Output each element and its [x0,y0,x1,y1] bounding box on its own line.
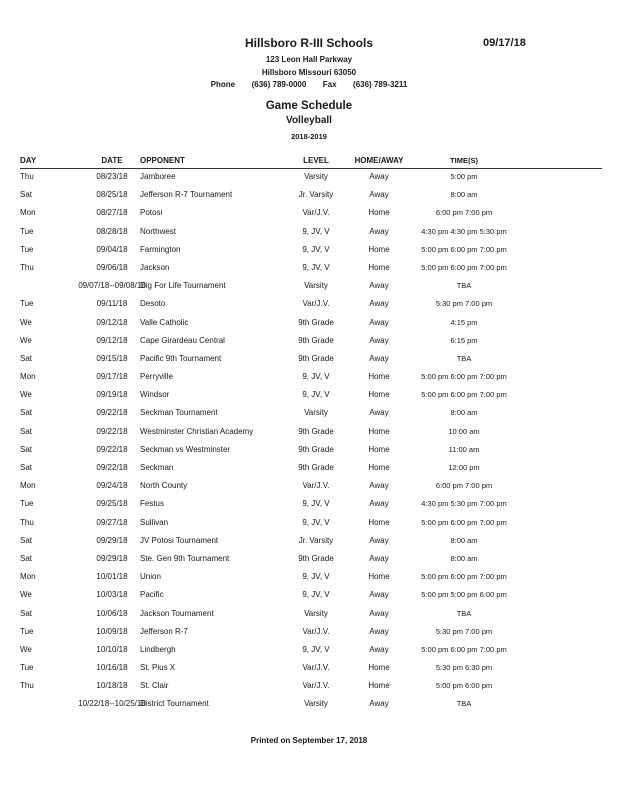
address-line-2: Hillsboro Missouri 63050 [261,68,357,77]
game-date: 09/19/18 [96,390,128,400]
column-header-day: DAY [20,156,37,165]
game-day: Mon [20,481,36,491]
game-home-away: Away [369,590,389,600]
column-header-times: TIME(S) [450,156,478,165]
table-row [0,477,618,495]
game-times: 5:30 pm 7:00 pm [435,626,493,636]
game-day: Sat [20,463,33,472]
game-opponent: Jefferson R-7 [140,626,188,636]
game-level: 9th Grade [298,444,334,454]
fax-number: (636) 789-3211 [353,80,408,89]
table-row [0,386,618,404]
game-day: Sat [20,444,33,454]
game-level: Varsity [304,172,328,181]
game-level: Var/J.V. [302,299,330,309]
game-times: 5:00 pm 6:00 pm 7:00 pm [421,572,507,582]
game-opponent: St. Pius X [140,663,176,673]
game-times: 5:00 pm 6:00 pm 7:00 pm [421,244,507,254]
game-day: Sat [20,553,33,563]
game-home-away: Home [368,426,390,436]
game-date: 10/01/18 [96,572,128,582]
game-day: We [20,335,32,345]
game-opponent: Jamboree [140,172,176,181]
game-level: 9, JV, V [302,262,330,272]
game-opponent: St. Clair [140,681,169,691]
game-level: 9, JV, V [302,499,330,509]
game-opponent: Desoto [140,299,166,309]
game-times: 10:00 am [448,426,480,436]
game-times: 5:00 pm 6:00 pm 7:00 pm [421,262,507,272]
game-date: 10/10/18 [96,644,128,654]
game-times: 5:00 pm 6:00 pm 7:00 pm [421,372,507,382]
season-label: 2018-2019 [291,132,327,141]
game-day: Mon [20,208,36,218]
game-opponent: Union [140,572,161,582]
game-times: 6:00 pm 7:00 pm [435,208,493,218]
game-date: 10/16/18 [96,663,128,673]
game-opponent: Valle Catholic [140,317,189,327]
game-times: 8:00 am [450,535,478,545]
game-home-away: Away [369,481,389,491]
game-opponent: Dig For Life Tournament [140,281,226,291]
game-times: 8:00 am [450,190,478,200]
game-times: 5:00 pm 6:00 pm [435,681,493,691]
table-row [0,495,618,513]
game-date: 09/22/18 [96,426,128,436]
game-day: Tue [20,499,34,509]
game-home-away: Away [369,608,389,618]
table-row [0,404,618,422]
table-header [0,156,618,168]
game-level: Varsity [304,608,328,618]
game-opponent: JV Potosi Tournament [140,535,219,545]
game-date: 08/25/18 [96,190,128,200]
game-day: Tue [20,226,34,236]
game-date: 09/12/18 [96,335,128,345]
game-times: 6:00 pm 7:00 pm [435,481,493,491]
game-home-away: Away [369,299,389,309]
game-home-away: Away [369,408,389,418]
game-opponent: Perryville [140,372,173,382]
phone-number: (636) 789-0000 [251,80,307,89]
address-line-1: 123 Leon Hall Parkway [265,55,353,64]
game-home-away: Away [369,535,389,545]
game-home-away: Away [369,281,389,291]
game-level: 9, JV, V [302,372,330,382]
game-times: 11:00 am [448,444,480,454]
game-home-away: Away [369,190,389,200]
game-opponent: Jackson Tournament [140,608,214,618]
game-day: Sat [20,353,33,363]
game-date: 10/18/18 [96,681,128,691]
game-day: Mon [20,572,36,582]
game-level: Var/J.V. [302,663,330,673]
game-times: 4:30 pm 5:30 pm 7:00 pm [421,499,507,509]
report-date: 09/17/18 [483,37,526,49]
game-date: 09/22/18 [96,444,128,454]
game-day: We [20,644,32,654]
page-title: Game Schedule [265,100,353,112]
game-times: TBA [456,699,472,709]
game-level: 9, JV, V [302,244,330,254]
table-row [0,441,618,459]
game-opponent: North County [140,481,188,491]
table-row [0,532,618,550]
game-day: Tue [20,626,34,636]
game-day: Mon [20,372,36,382]
game-home-away: Home [368,372,390,382]
game-level: 9, JV, V [302,226,330,236]
table-row [0,241,618,259]
table-row [0,695,618,713]
game-times: 8:00 am [450,408,478,418]
game-times: 5:00 pm 5:00 pm 6:00 pm [421,590,507,600]
table-row [0,223,618,241]
game-opponent: Sullivan [140,517,169,527]
school-name: Hillsboro R-III Schools [244,36,373,50]
column-header-opponent: OPPONENT [140,156,185,165]
game-level: Varsity [304,408,328,418]
game-day: Thu [20,172,34,181]
game-times: 6:15 pm [450,335,478,345]
table-row [0,641,618,659]
game-date: 09/07/18--09/08/18 [78,281,146,291]
column-header-level: LEVEL [303,156,329,165]
game-day: Sat [20,190,33,200]
game-date: 09/29/18 [96,535,128,545]
game-level: Jr. Varsity [298,535,334,545]
game-level: 9, JV, V [302,590,330,600]
game-times: 8:00 am [450,553,478,563]
game-times: 4:15 pm [450,317,478,327]
game-date: 08/23/18 [96,172,128,181]
table-row [0,568,618,586]
game-home-away: Away [369,172,389,181]
game-home-away: Home [368,390,390,400]
game-times: 5:00 pm [450,172,478,181]
game-day: Sat [20,535,33,545]
game-level: 9, JV, V [302,644,330,654]
game-date: 09/22/18 [96,408,128,418]
game-home-away: Away [369,226,389,236]
game-date: 09/24/18 [96,481,128,491]
game-home-away: Home [368,681,390,691]
table-row [0,332,618,350]
game-times: 5:30 pm 6:30 pm [435,663,493,673]
game-opponent: Cape Girardeau Central [140,335,225,345]
game-times: 4:30 pm 4:30 pm 5:30 pm [421,226,507,236]
game-home-away: Away [369,644,389,654]
game-home-away: Home [368,444,390,454]
table-row [0,368,618,386]
game-times: TBA [456,353,472,363]
game-opponent: District Tournament [140,699,209,709]
game-level: Varsity [304,699,328,709]
game-day: Tue [20,663,34,673]
game-times: 5:00 pm 6:00 pm 7:00 pm [421,517,507,527]
game-home-away: Home [368,572,390,582]
table-row [0,677,618,695]
game-home-away: Home [368,244,390,254]
game-day: Tue [20,244,34,254]
game-level: 9, JV, V [302,390,330,400]
game-level: 9, JV, V [302,572,330,582]
game-home-away: Away [369,499,389,509]
table-row [0,459,618,477]
game-opponent: Seckman vs Westminster [140,444,231,454]
game-opponent: Festus [140,499,165,509]
game-date: 09/22/18 [96,463,128,472]
game-day: We [20,390,32,400]
game-opponent: Farmington [140,244,181,254]
game-times: TBA [456,608,472,618]
game-times: 5:30 pm 7:00 pm [435,299,493,309]
game-opponent: Lindbergh [140,644,176,654]
game-home-away: Away [369,335,389,345]
game-date: 10/22/18--10/25/18 [78,699,146,709]
game-date: 09/17/18 [96,372,128,382]
game-opponent: Pacific [140,590,164,600]
contact-line [0,80,618,89]
game-day: Thu [20,517,34,527]
game-home-away: Home [368,463,390,472]
game-times: 5:00 pm 6:00 pm 7:00 pm [421,644,507,654]
fax-label: Fax [322,80,337,89]
game-day: We [20,317,32,327]
game-level: Jr. Varsity [298,190,334,200]
game-level: 9th Grade [298,553,334,563]
game-opponent: Northwest [140,226,177,236]
game-date: 10/09/18 [96,626,128,636]
printed-date: Printed on September 17, 2018 [250,736,368,745]
game-date: 09/15/18 [96,353,128,363]
table-row [0,350,618,368]
game-opponent: Windsor [140,390,170,400]
game-date: 09/25/18 [96,499,128,509]
game-level: 9th Grade [298,335,334,345]
table-row [0,605,618,623]
table-row [0,550,618,568]
game-day: Thu [20,262,34,272]
game-level: 9th Grade [298,426,334,436]
table-row [0,623,618,641]
game-home-away: Away [369,353,389,363]
game-home-away: Home [368,262,390,272]
game-day: Thu [20,681,34,691]
table-row [0,259,618,277]
game-home-away: Home [368,208,390,218]
game-home-away: Home [368,517,390,527]
game-level: Var/J.V. [302,481,330,491]
game-home-away: Away [369,699,389,709]
game-level: 9th Grade [298,353,334,363]
game-date: 10/03/18 [96,590,128,600]
game-date: 09/04/18 [96,244,128,254]
column-header-home-away: HOME/AWAY [354,156,404,165]
game-level: 9, JV, V [302,517,330,527]
game-home-away: Away [369,626,389,636]
game-opponent: Seckman Tournament [140,408,218,418]
game-opponent: Pacific 9th Tournament [140,353,222,363]
game-date: 09/06/18 [96,262,128,272]
game-date: 09/11/18 [96,299,128,309]
game-date: 08/27/18 [96,208,128,218]
table-row [0,586,618,604]
game-times: 5:00 pm 6:00 pm 7:00 pm [421,390,507,400]
game-opponent: Ste. Gen 9th Tournament [140,553,230,563]
game-times: TBA [456,281,472,291]
table-row [0,204,618,222]
game-day: We [20,590,32,600]
table-row [0,186,618,204]
table-row [0,659,618,677]
game-home-away: Away [369,553,389,563]
game-times: 12:00 pm [448,463,480,472]
game-level: Var/J.V. [302,208,330,218]
game-day: Sat [20,426,33,436]
game-opponent: Potosi [140,208,163,218]
column-header-date: DATE [101,156,123,165]
game-date: 09/27/18 [96,517,128,527]
phone-label: Phone [210,80,236,89]
game-opponent: Jefferson R-7 Tournament [140,190,233,200]
game-date: 10/06/18 [96,608,128,618]
table-row [0,277,618,295]
schedule-table [0,168,618,714]
game-level: Varsity [304,281,328,291]
table-row [0,514,618,532]
table-row [0,314,618,332]
game-date: 08/28/18 [96,226,128,236]
sport-name: Volleyball [286,115,332,126]
game-opponent: Seckman [140,463,174,472]
game-day: Sat [20,408,33,418]
game-level: 9th Grade [298,317,334,327]
game-date: 09/12/18 [96,317,128,327]
game-date: 09/29/18 [96,553,128,563]
table-row [0,295,618,313]
game-level: Var/J.V. [302,626,330,636]
table-row [0,168,618,186]
game-day: Sat [20,608,33,618]
game-home-away: Home [368,663,390,673]
game-home-away: Away [369,317,389,327]
game-level: 9th Grade [298,463,334,472]
game-opponent: Jackson [140,262,170,272]
game-day: Tue [20,299,34,309]
game-level: Var/J.V. [302,681,330,691]
table-row [0,423,618,441]
game-opponent: Westminster Christian Academy [140,426,254,436]
